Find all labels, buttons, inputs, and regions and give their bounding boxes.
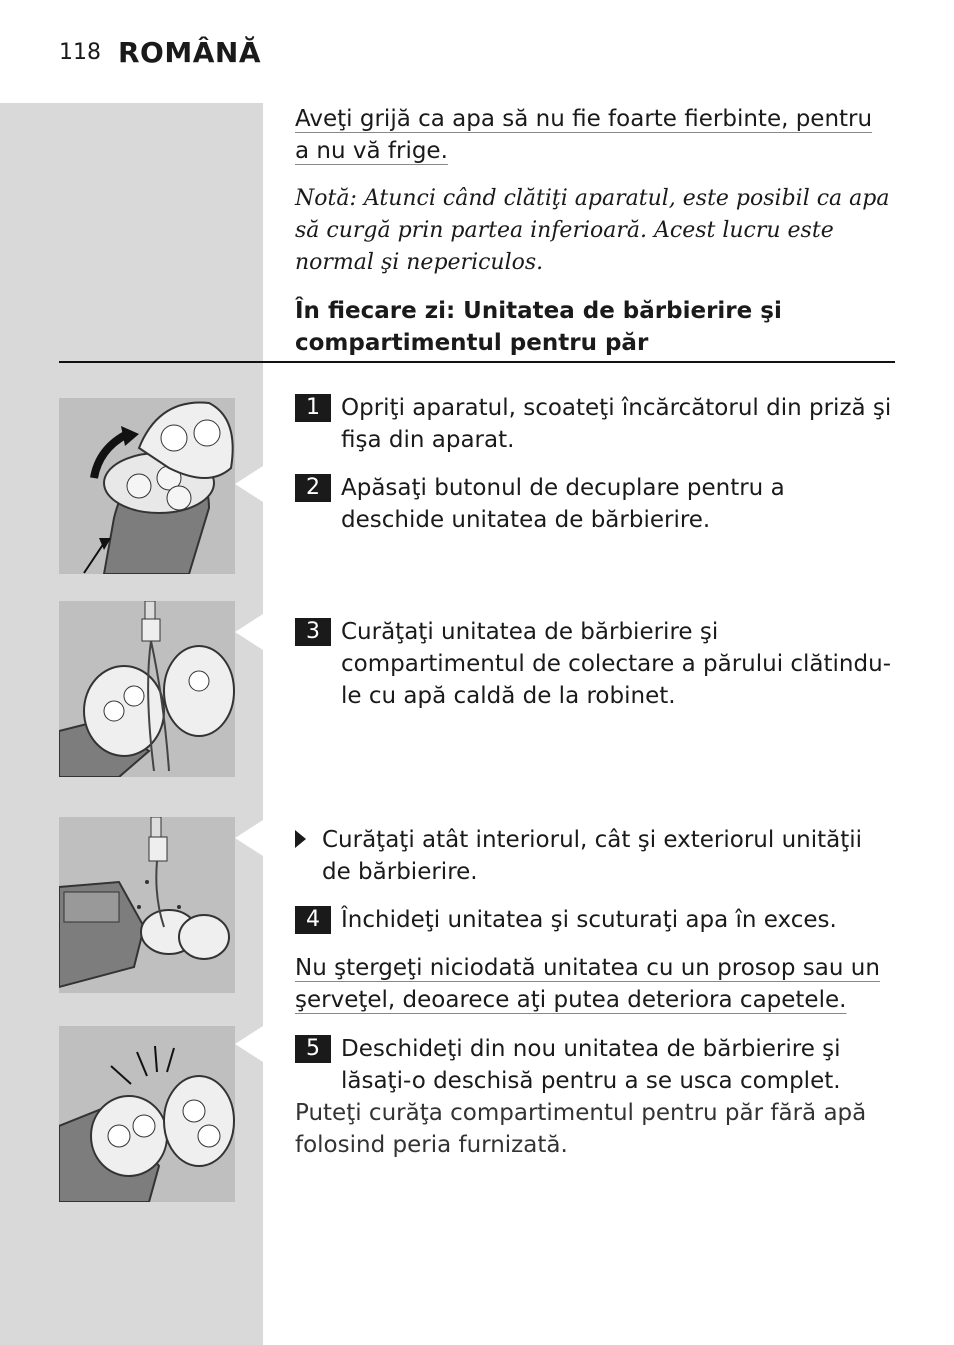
bullet-marker-icon [295, 830, 306, 848]
step-text: Apăsaţi butonul de decuplare pentru a deschide unitatea de bărbierire. [341, 475, 785, 533]
step-2 [295, 472, 895, 536]
step-number: 1 [295, 394, 331, 422]
step-4 [295, 904, 895, 936]
bullet-text: Curăţaţi atât interiorul, cât şi exteriorul unităţii de bărbierire. [322, 827, 863, 885]
section-divider [59, 361, 895, 363]
step-number: 2 [295, 474, 331, 502]
illustration-pointer [235, 820, 263, 856]
illustration-open-shaver [59, 398, 235, 574]
step-number: 4 [295, 906, 331, 934]
step-3 [295, 616, 895, 712]
towel-warning: Nu ştergeţi niciodată unitatea cu un prosop sau un şerveţel, deoarece aţi putea deteriora capetele. [295, 955, 880, 1013]
step-number: 3 [295, 618, 331, 646]
section-heading: În fiecare zi: Unitatea de bărbierire şi compartimentul pentru păr [295, 298, 782, 356]
illustration-open-drying [59, 1026, 235, 1202]
step-text: Închideţi unitatea şi scuturaţi apa în exces. [341, 907, 837, 933]
step-number: 5 [295, 1035, 331, 1063]
illustration-pointer [235, 614, 263, 650]
illustration-pointer [235, 466, 263, 502]
illustration-rinse-exterior [59, 817, 235, 993]
step-1 [295, 392, 895, 456]
page-number: 118 [59, 40, 101, 65]
step-text: Opriţi aparatul, scoateţi încărcătorul din priză şi fişa din aparat. [341, 395, 892, 453]
page-language-title: ROMÂNĂ [118, 36, 261, 69]
step-text: Deschideţi din nou unitatea de bărbierire şi lăsaţi-o deschisă pentru a se usca complet. [341, 1036, 841, 1094]
hot-water-warning: Aveţi grijă ca apa să nu fie foarte fierbinte, pentru a nu vă frige. [295, 106, 873, 164]
illustration-pointer [235, 1026, 263, 1062]
step-text: Curăţaţi unitatea de bărbierire şi compartimentul de colectare a părului clătindu-le cu apă caldă de la robinet. [341, 619, 891, 709]
step-5 [295, 1033, 895, 1097]
rinse-note: Notă: Atunci când clătiţi aparatul, este posibil ca apa să curgă prin partea inferioară. Acest lucru este normal şi nepericulos. [295, 186, 890, 275]
illustration-rinse-tap [59, 601, 235, 777]
bullet-item [295, 824, 895, 888]
brush-tip: Puteţi curăţa compartimentul pentru păr fără apă folosind peria furnizată. [295, 1100, 867, 1158]
